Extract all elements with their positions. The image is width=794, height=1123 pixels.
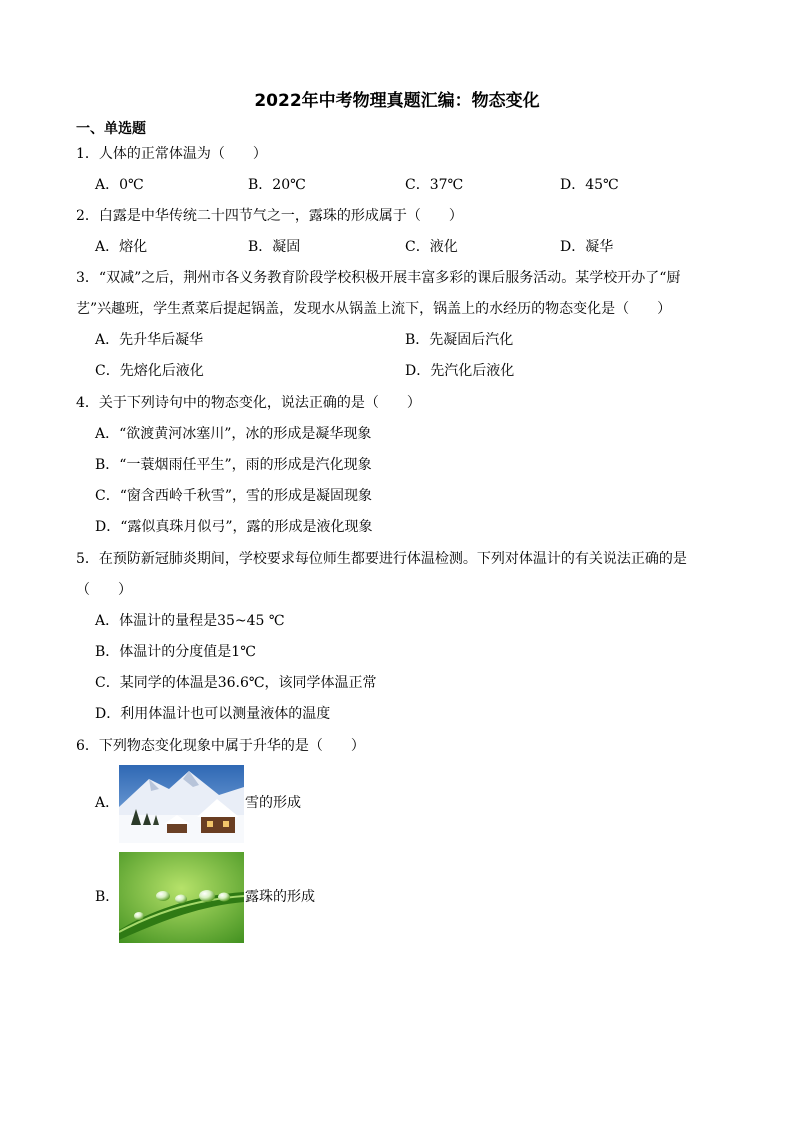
option-c: C．37℃: [405, 177, 464, 193]
question-4-option-d: D．“露似真珠月似弓”，露的形成是液化现象: [95, 519, 373, 535]
page-title: 2022年中考物理真题汇编：物态变化: [254, 91, 540, 111]
question-6-stem: 6．下列物态变化现象中属于升华的是（ ）: [76, 738, 365, 754]
question-1-stem: 1．人体的正常体温为（ ）: [76, 146, 267, 162]
option-b: B．20℃: [248, 177, 306, 193]
question-5-stem-line-1: 5．在预防新冠肺炎期间，学校要求每位师生都要进行体温检测。下列对体温计的有关说法正确的是: [76, 551, 687, 567]
question-5-option-d: D．利用体温计也可以测量液体的温度: [95, 706, 331, 722]
option-d: D．凝华: [560, 239, 614, 255]
question-5-stem-line-2: （ ）: [76, 582, 132, 598]
question-4-option-a: A．“欲渡黄河冰塞川”，冰的形成是凝华现象: [95, 426, 372, 442]
option-c: C．液化: [405, 239, 458, 255]
question-5-option-a: A．体温计的量程是35~45 ℃: [95, 613, 285, 629]
option-b: B．先凝固后汽化: [405, 332, 514, 348]
option-c: C．先熔化后液化: [95, 363, 204, 379]
question-6-option-a-text: 雪的形成: [245, 795, 301, 811]
option-b: B．凝固: [248, 239, 301, 255]
question-4-option-b: B．“一蓑烟雨任平生”，雨的形成是汽化现象: [95, 457, 372, 473]
question-3-stem-line-2: 艺”兴趣班，学生煮菜后提起锅盖，发现水从锅盖上流下，锅盖上的水经历的物态变化是（ ）: [76, 301, 672, 317]
dewdrop-leaf-image: [119, 852, 244, 943]
option-a: A．熔化: [95, 239, 148, 255]
option-a: A．0℃: [95, 177, 144, 193]
question-4-stem: 4．关于下列诗句中的物态变化，说法正确的是（ ）: [76, 395, 421, 411]
option-a: A．先升华后凝华: [95, 332, 204, 348]
snow-cabin-image: [119, 765, 244, 843]
section-heading: 一、单选题: [76, 121, 146, 137]
question-3-stem-line-1: 3．“双减”之后，荆州市各义务教育阶段学校积极开展丰富多彩的课后服务活动。某学校开办了“厨: [76, 270, 681, 286]
question-6-option-b-letter: B．: [95, 889, 120, 905]
question-5-option-c: C．某同学的体温是36.6℃，该同学体温正常: [95, 675, 377, 691]
question-4-option-c: C．“窗含西岭千秋雪”，雪的形成是凝固现象: [95, 488, 373, 504]
question-5-option-b: B．体温计的分度值是1℃: [95, 644, 256, 660]
question-6-option-b-text: 露珠的形成: [245, 889, 315, 905]
question-6-option-a-letter: A．: [95, 795, 120, 811]
question-2-stem: 2．白露是中华传统二十四节气之一，露珠的形成属于（ ）: [76, 208, 463, 224]
option-d: D．先汽化后液化: [405, 363, 515, 379]
option-d: D．45℃: [560, 177, 619, 193]
